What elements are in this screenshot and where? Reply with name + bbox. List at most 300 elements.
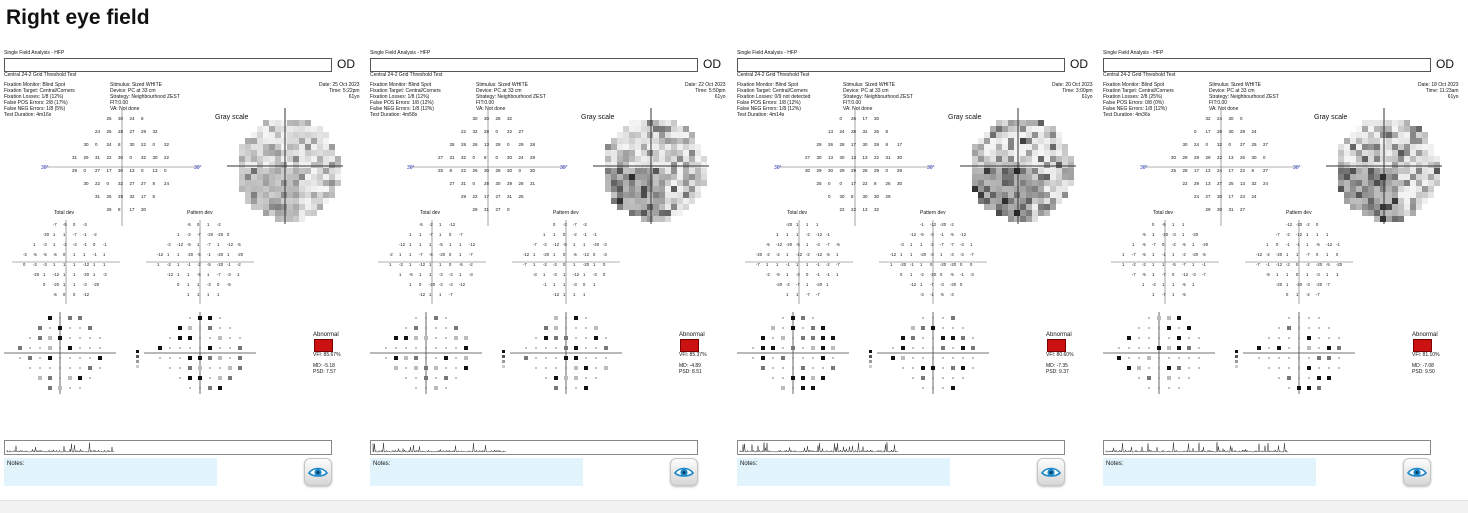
dev-value: 1 [766, 262, 769, 267]
dev-value: -3 [960, 252, 964, 257]
prob-dot [89, 357, 90, 358]
prob-symbol [394, 356, 398, 360]
threshold-value: 28 [484, 129, 490, 134]
gray-cell [1404, 204, 1410, 210]
gray-cell [990, 162, 996, 168]
gray-cell [665, 186, 671, 192]
dev-value: 1 [93, 272, 96, 277]
gray-cell [1044, 162, 1050, 168]
gray-cell [1374, 186, 1380, 192]
gray-cell [239, 156, 245, 162]
gray-cell [1056, 132, 1062, 138]
gray-cell [653, 120, 659, 126]
prob-dot [1288, 347, 1289, 348]
threshold-value: 30 [152, 155, 158, 160]
gray-cell [1410, 132, 1416, 138]
gray-cell [1374, 132, 1380, 138]
prob-symbol [198, 366, 202, 370]
gray-cell [635, 210, 641, 216]
gray-cell [605, 174, 611, 180]
gray-cell [659, 150, 665, 156]
dev-value: -7 [469, 252, 473, 257]
threshold-value: 27 [129, 181, 135, 186]
gray-cell [1434, 156, 1440, 162]
md-value: MD: -4.89 [679, 363, 701, 369]
gray-cell [617, 150, 623, 156]
gray-cell [1416, 186, 1422, 192]
threshold-value: 29 [851, 168, 857, 173]
prob-symbol [554, 376, 558, 380]
gray-cell [641, 150, 647, 156]
gray-cell [996, 198, 1002, 204]
gray-cell [239, 144, 245, 150]
threshold-value: 0 [507, 142, 510, 147]
dev-value: 1 [409, 232, 412, 237]
dev-value: 0 [960, 262, 963, 267]
gray-cell [1392, 198, 1398, 204]
gray-cell [689, 132, 695, 138]
gaze-trace [1104, 441, 1430, 454]
gray-cell [1344, 180, 1350, 186]
gray-cell [251, 180, 257, 186]
prob-dot [535, 357, 536, 358]
dev-value: -2 [439, 272, 443, 277]
dev-value: -7 [207, 242, 211, 247]
gray-cell [641, 126, 647, 132]
prob-dot [229, 337, 230, 338]
gray-cell [1422, 138, 1428, 144]
prob-dot [435, 337, 436, 338]
vfi-value: VFI: 80.60% [1046, 352, 1074, 358]
gray-cell [1356, 150, 1362, 156]
view-eye-button[interactable] [304, 458, 332, 486]
gray-cell [269, 162, 275, 168]
threshold-value: 0 [828, 194, 831, 199]
threshold-value: 24 [95, 129, 101, 134]
gray-cell [1386, 204, 1392, 210]
gray-cell [659, 216, 665, 222]
gray-cell [677, 174, 683, 180]
legend-swatch [136, 355, 139, 358]
gray-cell [281, 126, 287, 132]
psd-value: PSD: 9.37 [1046, 369, 1069, 375]
gray-cell [257, 174, 263, 180]
gray-cell [275, 168, 281, 174]
dev-value: -7 [950, 242, 954, 247]
prob-dot [69, 387, 70, 388]
threshold-value: 26 [851, 116, 857, 121]
gray-cell [1422, 162, 1428, 168]
gray-cell [689, 174, 695, 180]
gray-cell [1374, 156, 1380, 162]
gray-cell [990, 150, 996, 156]
dev-value: 1 [177, 232, 180, 237]
gray-cell [978, 138, 984, 144]
gray-cell [647, 138, 653, 144]
gray-cell [1404, 132, 1410, 138]
dev-value: 1 [439, 222, 442, 227]
gray-cell [1398, 126, 1404, 132]
prob-dot [942, 317, 943, 318]
dev-value: -12 [1276, 262, 1283, 267]
gray-cell [257, 198, 263, 204]
dev-value: -7 [940, 242, 944, 247]
gray-cell [1032, 204, 1038, 210]
gray-cell [671, 168, 677, 174]
view-eye-button[interactable] [1037, 458, 1065, 486]
gray-cell [647, 120, 653, 126]
gray-cell [1374, 168, 1380, 174]
dev-value: 1 [1286, 272, 1289, 277]
threshold-value: 13 [828, 129, 834, 134]
dev-value: 0 [1296, 262, 1299, 267]
gray-cell [257, 150, 263, 156]
gray-cell [1068, 180, 1074, 186]
threshold-value: 30 [897, 181, 903, 186]
dev-value: -2 [167, 262, 171, 267]
gray-cell [275, 180, 281, 186]
threshold-grid [41, 110, 202, 226]
gray-cell [1020, 192, 1026, 198]
gray-cell [1368, 156, 1374, 162]
threshold-value: 0 [518, 168, 522, 173]
gray-cell [293, 120, 299, 126]
gray-cell [629, 204, 635, 210]
gray-cell [996, 138, 1002, 144]
gray-cell [1374, 216, 1380, 222]
gray-cell [1428, 180, 1434, 186]
gray-cell [1020, 126, 1026, 132]
legend-swatch [136, 350, 139, 353]
gray-cell [695, 156, 701, 162]
gray-cell [1410, 174, 1416, 180]
visual-field-plots [1103, 50, 1463, 490]
gray-cell [1056, 150, 1062, 156]
dev-value: 1 [1316, 232, 1319, 237]
dev-value: 1 [217, 292, 220, 297]
gray-cell [311, 162, 317, 168]
threshold-value: 0 [839, 181, 843, 186]
gray-cell [1368, 126, 1374, 132]
threshold-value: 0 [495, 155, 499, 160]
gray-cell [293, 174, 299, 180]
gray-cell [1392, 162, 1398, 168]
gray-cell [1014, 174, 1020, 180]
gray-cell [683, 198, 689, 204]
gray-cell [323, 156, 329, 162]
view-eye-button[interactable] [670, 458, 698, 486]
prob-dot [1198, 357, 1199, 358]
prob-symbol [1287, 326, 1291, 330]
threshold-value: 22 [164, 155, 170, 160]
gray-cell [1002, 126, 1008, 132]
gaze-trace [5, 441, 331, 454]
dev-value: 1 [543, 232, 546, 237]
dev-value: 0 [63, 252, 66, 257]
prob-symbol [801, 366, 805, 370]
gray-cell [1338, 156, 1344, 162]
prob-dot [972, 367, 973, 368]
gray-cell [1350, 168, 1356, 174]
prob-dot [1128, 357, 1129, 358]
prob-symbol [911, 336, 915, 340]
prob-symbol [424, 376, 428, 380]
dev-value: -12 [816, 252, 823, 257]
gray-cell [1428, 174, 1434, 180]
gray-cell [323, 168, 329, 174]
gray-cell [1416, 144, 1422, 150]
gray-cell [317, 186, 323, 192]
gray-cell [611, 138, 617, 144]
prob-symbol [791, 376, 795, 380]
gray-cell [1362, 210, 1368, 216]
gray-cell [317, 132, 323, 138]
gray-cell [1344, 156, 1350, 162]
dev-value: 1 [53, 262, 56, 267]
dev-value: 1 [1192, 282, 1195, 287]
gray-cell [671, 138, 677, 144]
threshold-value: 22 [1240, 168, 1246, 173]
threshold-value: 8 [874, 181, 877, 186]
dev-value: 1 [1192, 242, 1195, 247]
dev-value: -20 [429, 282, 436, 287]
gray-cell [1032, 168, 1038, 174]
gray-cell [1062, 186, 1068, 192]
prob-symbol [208, 386, 212, 390]
gray-cell [1362, 168, 1368, 174]
gray-cell [635, 186, 641, 192]
gray-cell [311, 204, 317, 210]
notes-field[interactable] [4, 458, 217, 486]
gray-cell [293, 150, 299, 156]
gray-cell [269, 144, 275, 150]
gray-cell [1026, 156, 1032, 162]
prob-symbol [88, 326, 92, 330]
prob-symbol [188, 356, 192, 360]
gray-cell [1002, 192, 1008, 198]
notes-field[interactable] [737, 458, 950, 486]
gray-cell [263, 186, 269, 192]
gray-cell [611, 198, 617, 204]
dev-value: 1 [583, 272, 586, 277]
prob-dot [782, 377, 783, 378]
gray-cell [641, 174, 647, 180]
gaze-line [1106, 442, 1288, 452]
dev-value: -20 [93, 282, 100, 287]
gray-cell [641, 204, 647, 210]
gray-cell [1368, 120, 1374, 126]
dev-value: -1 [930, 292, 934, 297]
threshold-value: 29 [118, 194, 124, 199]
prob-dot [772, 357, 773, 358]
prob-dot [69, 337, 70, 338]
prob-symbol [574, 366, 578, 370]
total-dev-label: Total dev [1153, 210, 1174, 216]
gray-cell [263, 156, 269, 162]
gray-cell [671, 144, 677, 150]
dev-value: -5 [207, 262, 211, 267]
prob-dot [1168, 357, 1169, 358]
legend-swatch [502, 365, 505, 368]
prob-dot [942, 327, 943, 328]
gray-cell [1344, 192, 1350, 198]
prob-dot [425, 317, 426, 318]
notes-field[interactable] [370, 458, 583, 486]
dev-value: -2 [1152, 282, 1156, 287]
dev-value: -7 [419, 252, 423, 257]
dev-value: -3 [930, 232, 934, 237]
gray-cell [1038, 192, 1044, 198]
prob-symbol [1147, 376, 1151, 380]
dev-value: -1 [1286, 242, 1290, 247]
gray-cell [1038, 150, 1044, 156]
footer-band [0, 500, 1468, 513]
dev-value: 0 [73, 222, 76, 227]
gray-cell [1404, 120, 1410, 126]
prob-dot [1338, 357, 1339, 358]
gray-cell [251, 144, 257, 150]
gray-cell [623, 186, 629, 192]
gray-cell [647, 162, 653, 168]
dev-value: -3 [573, 282, 577, 287]
prob-symbol [1147, 356, 1151, 360]
prob-dot [1118, 347, 1119, 348]
gray-cell [1356, 186, 1362, 192]
prob-dot [952, 347, 953, 348]
gray-cell [611, 162, 617, 168]
dev-value: 1 [83, 252, 86, 257]
gray-cell [323, 198, 329, 204]
gray-cell [329, 150, 335, 156]
gray-cell [1026, 126, 1032, 132]
gray-cell [1404, 144, 1410, 150]
gray-cell [659, 186, 665, 192]
prob-dot [962, 357, 963, 358]
gray-cell [1044, 138, 1050, 144]
threshold-value: 30 [484, 168, 490, 173]
gray-cell [1002, 186, 1008, 192]
dev-value: -12 [83, 262, 90, 267]
threshold-value: 32 [862, 129, 868, 134]
dev-value: -3 [469, 272, 473, 277]
gray-cell [1398, 144, 1404, 150]
gray-cell [665, 126, 671, 132]
prob-dot [545, 367, 546, 368]
gray-cell [1014, 120, 1020, 126]
dev-value: -12 [573, 272, 580, 277]
total-dev-label: Total dev [787, 210, 808, 216]
prob-dot [169, 357, 170, 358]
dev-value: -5 [1142, 252, 1146, 257]
dev-value: -3 [227, 272, 231, 277]
gray-cell [1344, 174, 1350, 180]
prob-dot [565, 387, 566, 388]
gray-cell [269, 168, 275, 174]
gray-cell [1416, 198, 1422, 204]
dev-value: -12 [53, 272, 60, 277]
gray-cell [978, 180, 984, 186]
dev-value: -2 [73, 242, 77, 247]
dev-value: -3 [603, 252, 607, 257]
dev-value: 1 [796, 292, 799, 297]
notes-field[interactable] [1103, 458, 1316, 486]
dev-value: -2 [1306, 292, 1310, 297]
gray-cell [317, 174, 323, 180]
notes-label: Notes: [740, 461, 758, 467]
dev-value: -12 [227, 242, 234, 247]
gray-cell [605, 156, 611, 162]
dev-value: 1 [826, 282, 829, 287]
prob-symbol [238, 356, 242, 360]
prob-dot [1288, 317, 1289, 318]
gray-cell [653, 192, 659, 198]
view-eye-button[interactable] [1403, 458, 1431, 486]
gray-cell [1416, 156, 1422, 162]
gray-cell [1356, 174, 1362, 180]
dev-value: 0 [563, 262, 566, 267]
dev-value: -12 [1296, 232, 1303, 237]
notes-label: Notes: [373, 461, 391, 467]
gray-cell [1398, 198, 1404, 204]
gray-cell [317, 168, 323, 174]
prob-dot [19, 357, 20, 358]
gray-cell [329, 174, 335, 180]
gray-cell [1032, 210, 1038, 216]
prob-dot [585, 337, 586, 338]
prob-dot [415, 387, 416, 388]
prob-dot [239, 337, 240, 338]
gray-cell [689, 180, 695, 186]
prob-dot [425, 387, 426, 388]
prob-dot [1278, 327, 1279, 328]
prob-dot [385, 347, 386, 348]
prob-symbol [98, 356, 102, 360]
threshold-value: 22 [874, 155, 880, 160]
gray-cell [1020, 180, 1026, 186]
eye-label: OD [1436, 57, 1454, 71]
prob-symbol [218, 336, 222, 340]
gray-cell [293, 216, 299, 222]
gray-cell [617, 198, 623, 204]
gray-cell [269, 120, 275, 126]
prob-dot [179, 367, 180, 368]
gray-cell [1374, 198, 1380, 204]
gray-cell [1038, 186, 1044, 192]
prob-dot [445, 347, 446, 348]
threshold-value: 30 [118, 116, 124, 121]
threshold-value: 29 [1240, 129, 1246, 134]
dev-value: -5 [187, 242, 191, 247]
gray-cell [665, 174, 671, 180]
dev-value: -3 [950, 292, 954, 297]
gray-cell [1008, 144, 1014, 150]
threshold-value: 17 [897, 142, 903, 147]
gray-cell [1368, 150, 1374, 156]
prob-dot [922, 347, 923, 348]
pattern-dev-probability [877, 312, 989, 394]
dev-value: 0 [806, 272, 809, 277]
prob-symbol [821, 336, 825, 340]
dev-value: 0 [593, 252, 596, 257]
gray-cell [996, 192, 1002, 198]
dev-value: -20 [43, 232, 50, 237]
gray-cell [653, 198, 659, 204]
prob-symbol [228, 376, 232, 380]
gray-cell [293, 126, 299, 132]
gray-cell [653, 156, 659, 162]
gray-cell [323, 174, 329, 180]
gray-cell [1014, 138, 1020, 144]
